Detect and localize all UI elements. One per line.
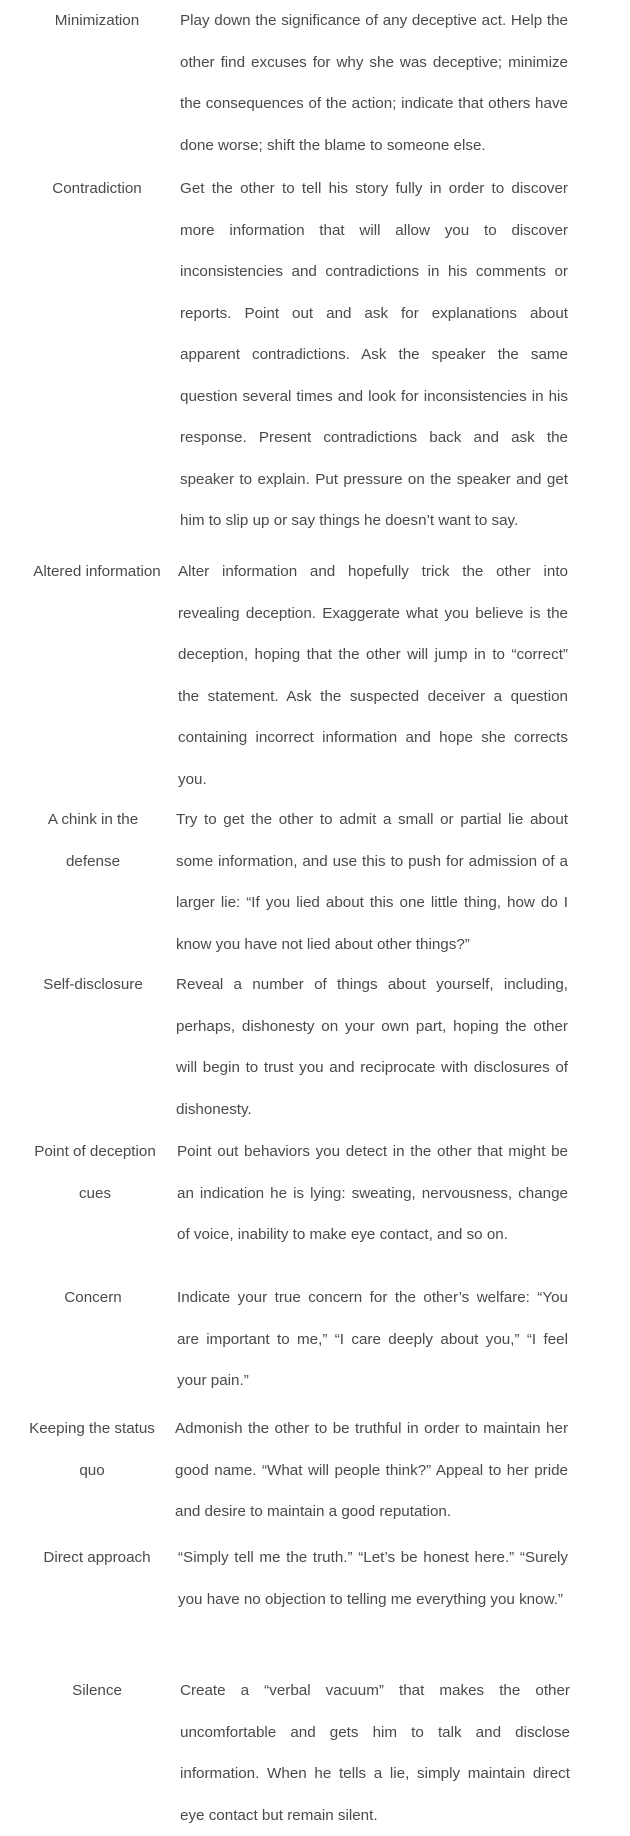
- technique-term: A chink in the defense: [47, 811, 139, 870]
- technique-term: Contradiction: [52, 180, 142, 197]
- technique-term: Direct approach: [43, 1549, 151, 1566]
- technique-definition: Create a “verbal vacuum” that makes the other uncomfortable and gets him to talk and disclose information. When he tells a lie, simply maintain direct eye contact but remain silent.: [180, 1682, 570, 1824]
- technique-definition: Play down the significance of any deceptive act. Help the other find excuses for why she was deceptive; minimize the consequences of the action; indicate that others have done worse; shift the blame to someone else.: [180, 12, 568, 154]
- technique-definition: “Simply tell me the truth.” “Let’s be honest here.” “Surely you have no objection to telling me everything you know.”: [178, 1549, 568, 1608]
- technique-definition: Get the other to tell his story fully in order to discover more information that will allow you to discover inconsistencies and contradictions in his comments or reports. Point out and ask for explanations about apparent contradictions. Ask the speaker the same question several times and look for inconsistencies in his response. Present contradictions back and ask the speaker to explain. Put pressure on the speaker and get him to slip up or say things he doesn’t want to say.: [180, 180, 568, 529]
- technique-definition: Admonish the other to be truthful in order to maintain her good name. “What will people think?” Appeal to her pride and desire to maintain a good reputation.: [175, 1420, 568, 1520]
- technique-definition: Indicate your true concern for the other’s welfare: “You are important to me,” “I care deeply about you,” “I feel your pain.”: [177, 1289, 568, 1389]
- technique-definition: Point out behaviors you detect in the other that might be an indication he is lying: sweating, nervousness, change of voice, inability to make eye contact, and so on.: [177, 1143, 568, 1243]
- technique-term: Altered information: [33, 563, 161, 580]
- technique-term: Minimization: [54, 12, 140, 29]
- technique-term: Silence: [72, 1682, 122, 1699]
- technique-definition: Alter information and hopefully trick the other into revealing deception. Exaggerate what you believe is the deception, hoping that the other will jump in to “correct” the statement. Ask the suspected deceiver a question containing incorrect information and hope she corrects you.: [178, 563, 568, 788]
- technique-definition: Try to get the other to admit a small or partial lie about some information, and use this to push for admission of a larger lie: “If you lied about this one little thing, how do I know you have not lied about other things?”: [176, 811, 568, 953]
- technique-term: Keeping the status quo: [29, 1420, 155, 1479]
- technique-term: Point of deception cues: [34, 1143, 156, 1202]
- technique-term: Concern: [64, 1289, 122, 1306]
- technique-definition: Reveal a number of things about yourself, including, perhaps, dishonesty on your own part, hoping the other will begin to trust you and reciprocate with disclosures of dishonesty.: [176, 976, 568, 1118]
- technique-term: Self-disclosure: [43, 976, 143, 993]
